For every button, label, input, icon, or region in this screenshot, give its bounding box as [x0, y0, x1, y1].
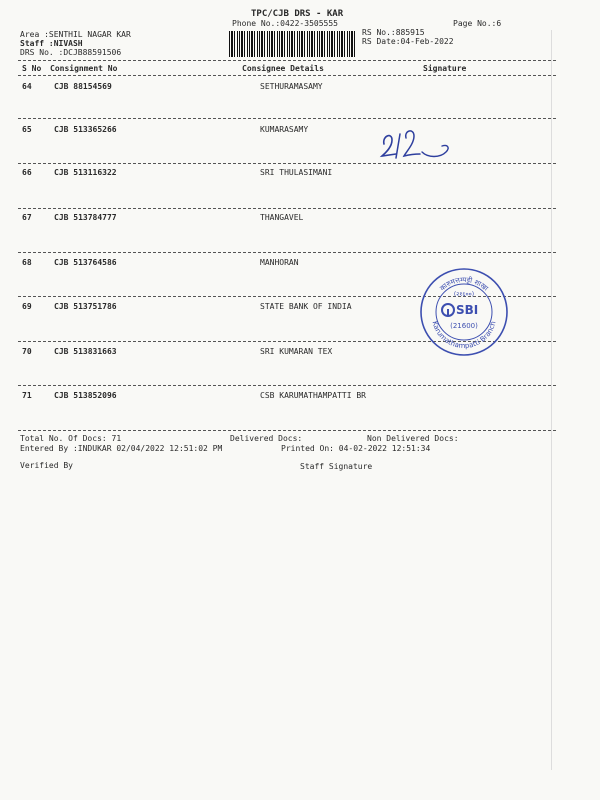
stamp-native-text: कारुमत्तम्पट्टी शाखा — [438, 275, 490, 293]
report-title: TPC/CJB DRS - KAR — [251, 9, 344, 19]
phone-number: Phone No.:0422-3505555 — [232, 19, 338, 28]
row-consignment: CJB 88154569 — [54, 82, 112, 91]
col-sno: S No — [22, 64, 42, 73]
page-number: Page No.:6 — [453, 19, 502, 28]
row-consignee: THANGAVEL — [260, 213, 304, 222]
row-number: 68 — [22, 258, 32, 267]
stamp-code: (21600) — [450, 322, 478, 330]
row-consignee: SRI THULASIMANI — [260, 168, 333, 177]
row-consignment: CJB 513831663 — [54, 347, 117, 356]
staff-signature-label: Staff Signature — [300, 462, 373, 471]
staff-field: Staff :NIVASH — [20, 39, 83, 48]
row-number: 69 — [22, 302, 32, 311]
row-consignee: SETHURAMASAMY — [260, 82, 323, 91]
page-edge — [551, 30, 552, 770]
drs-number: DRS No. :DCJB88591506 — [20, 48, 122, 57]
row-divider — [18, 208, 556, 209]
stamp-logo-text: SBI — [456, 303, 479, 317]
row-consignee: CSB KARUMATHAMPATTI BR — [260, 391, 366, 400]
total-docs: Total No. Of Docs: 71 — [20, 434, 122, 443]
delivered-docs: Delivered Docs: — [230, 434, 303, 443]
area-field: Area :SENTHIL NAGAR KAR — [20, 30, 131, 39]
row-consignee: SRI KUMARAN TEX — [260, 347, 333, 356]
non-delivered-docs: Non Delivered Docs: — [367, 434, 459, 443]
row-consignment: CJB 513852096 — [54, 391, 117, 400]
row-divider — [18, 430, 556, 431]
handwritten-signature — [378, 124, 458, 164]
row-number: 65 — [22, 125, 32, 134]
row-number: 70 — [22, 347, 32, 356]
row-consignee: MANHORAN — [260, 258, 299, 267]
row-consignment: CJB 513365266 — [54, 125, 117, 134]
row-number: 71 — [22, 391, 32, 400]
rs-date: RS Date:04-Feb-2022 — [362, 37, 454, 46]
row-number: 66 — [22, 168, 32, 177]
barcode — [229, 31, 355, 57]
row-divider — [18, 385, 556, 386]
row-number: 64 — [22, 82, 32, 91]
row-consignment: CJB 513751786 — [54, 302, 117, 311]
row-number: 67 — [22, 213, 32, 222]
row-divider — [18, 163, 556, 164]
col-consignment: Consignment No — [50, 64, 118, 73]
entered-by: Entered By :INDUKAR 02/04/2022 12:51:02 PM — [20, 444, 223, 453]
col-signature: Signature — [423, 64, 467, 73]
row-consignment: CJB 513764586 — [54, 258, 117, 267]
printed-on: Printed On: 04-02-2022 12:51:34 — [281, 444, 431, 453]
header-rule-top — [18, 60, 556, 61]
row-divider — [18, 118, 556, 119]
row-consignee: KUMARASAMY — [260, 125, 309, 134]
verified-by: Verified By — [20, 461, 73, 470]
stamp-branch-text: Karumathampatti Branch — [430, 320, 498, 351]
sbi-branch-stamp — [418, 266, 510, 358]
col-consignee: Consignee Details — [242, 64, 324, 73]
stamp-code-native: (२१६००) — [453, 291, 475, 298]
row-consignment: CJB 513116322 — [54, 168, 117, 177]
row-consignee: STATE BANK OF INDIA — [260, 302, 352, 311]
row-consignment: CJB 513784777 — [54, 213, 117, 222]
header-rule-bottom — [18, 75, 556, 76]
rs-number: RS No.:885915 — [362, 28, 425, 37]
row-divider — [18, 252, 556, 253]
